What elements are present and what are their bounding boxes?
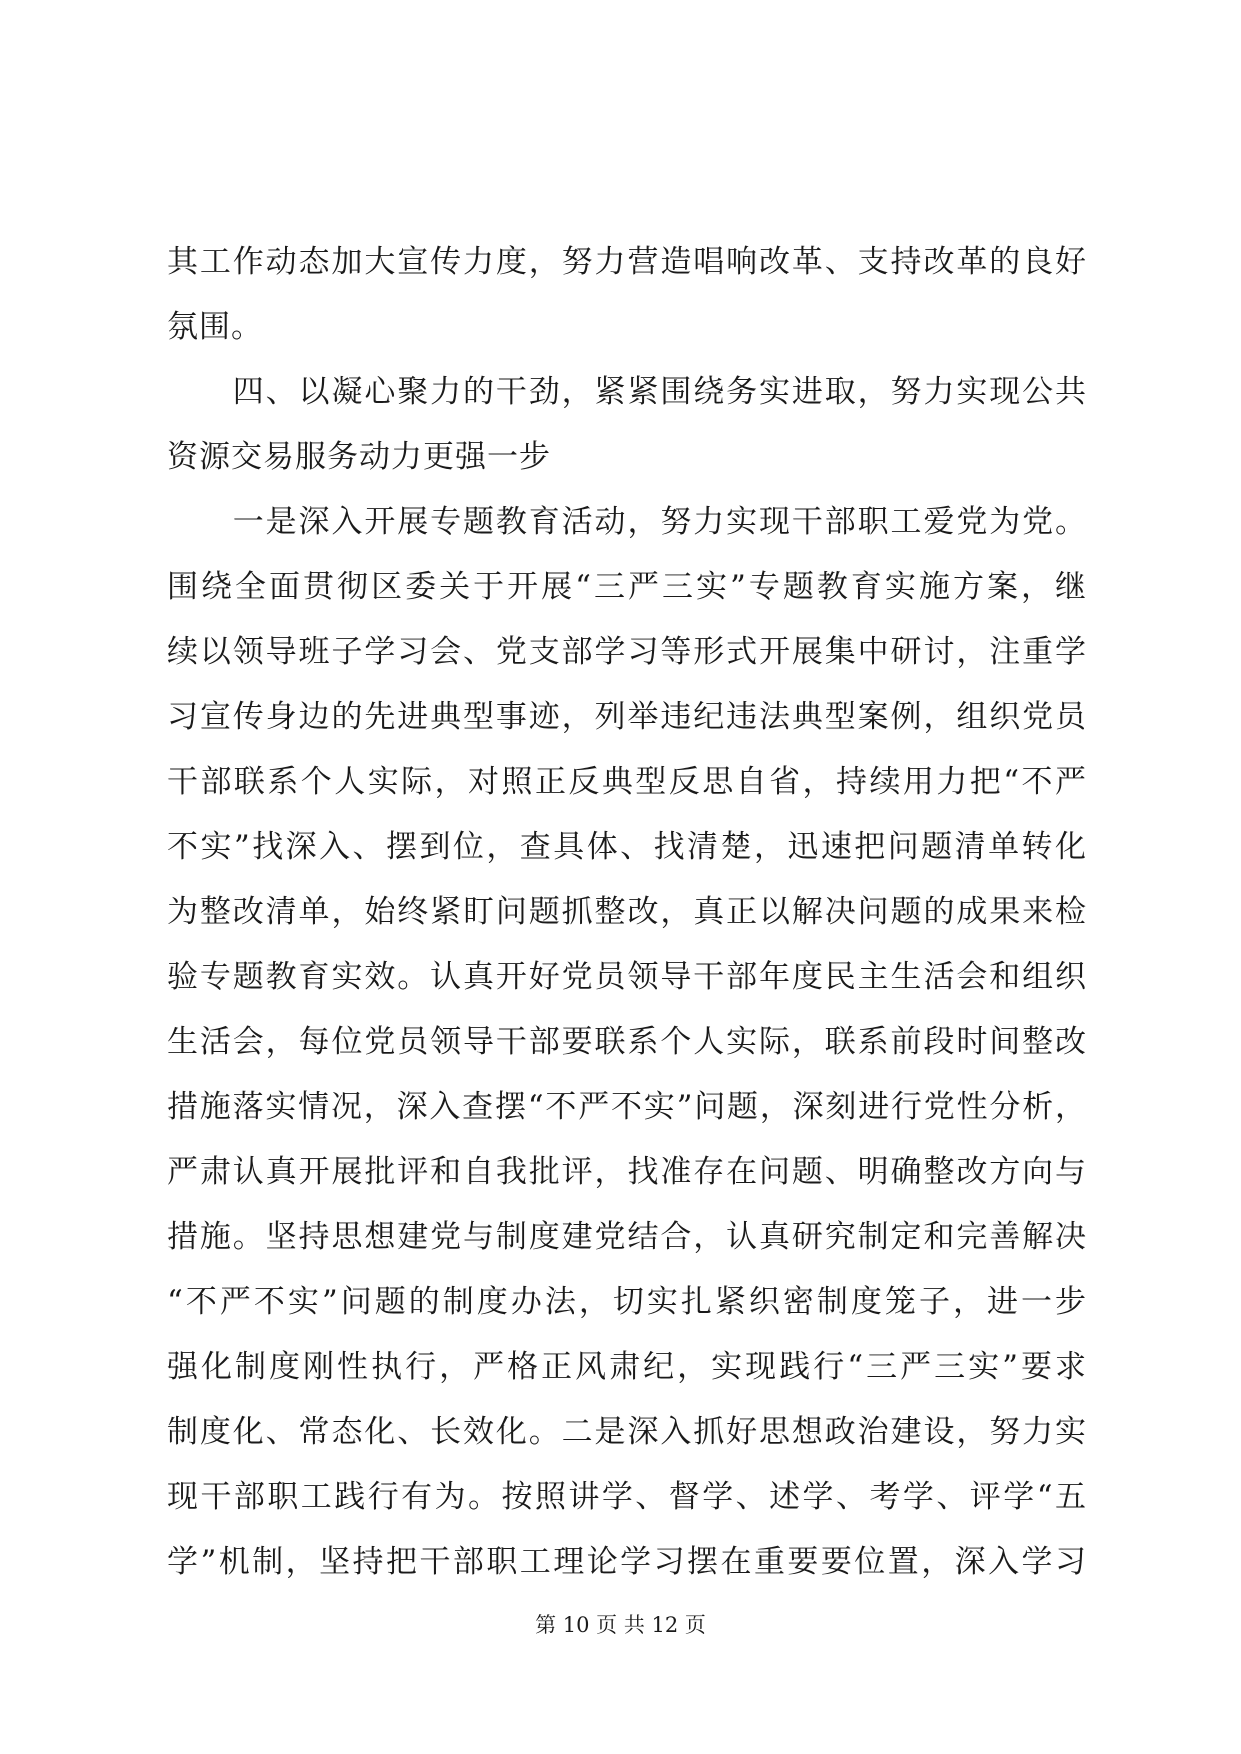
text-line: 验专题教育实效。认真开好党员领导干部年度民主生活会和组织 bbox=[167, 959, 1087, 995]
text-line: 措施落实情况，深入查摆“不严不实”问题，深刻进行党性分析， bbox=[167, 1089, 1087, 1125]
text-line: 强化制度刚性执行，严格正风肃纪，实现践行“三严三实”要求 bbox=[167, 1349, 1087, 1385]
section-heading-line: 四、以凝心聚力的干劲，紧紧围绕务实进取，努力实现公共 bbox=[167, 374, 1087, 410]
text-line: 严肃认真开展批评和自我批评，找准存在问题、明确整改方向与 bbox=[167, 1154, 1087, 1190]
text-line: 围绕全面贯彻区委关于开展“三严三实”专题教育实施方案，继 bbox=[167, 569, 1087, 605]
text-line: 制度化、常态化、长效化。二是深入抓好思想政治建设，努力实 bbox=[167, 1414, 1087, 1450]
text-line: 其工作动态加大宣传力度，努力营造唱响改革、支持改革的良好 bbox=[167, 244, 1087, 280]
body-text bbox=[167, 230, 1087, 1595]
text-line: 为整改清单，始终紧盯问题抓整改，真正以解决问题的成果来检 bbox=[167, 894, 1087, 930]
text-line: 习宣传身边的先进典型事迹，列举违纪违法典型案例，组织党员 bbox=[167, 699, 1087, 735]
page-number-footer: 第 10 页 共 12 页 bbox=[535, 1613, 706, 1637]
text-line: 续以领导班子学习会、党支部学习等形式开展集中研讨，注重学 bbox=[167, 634, 1087, 670]
text-line: 生活会，每位党员领导干部要联系个人实际，联系前段时间整改 bbox=[167, 1024, 1087, 1060]
text-line: 氛围。 bbox=[167, 309, 263, 345]
text-line: 一是深入开展专题教育活动，努力实现干部职工爱党为党。 bbox=[167, 504, 1087, 540]
text-line: 不实”找深入、摆到位，查具体、找清楚，迅速把问题清单转化 bbox=[167, 829, 1087, 865]
text-line: 干部联系个人实际，对照正反典型反思自省，持续用力把“不严 bbox=[167, 764, 1087, 800]
text-line: 现干部职工践行有为。按照讲学、督学、述学、考学、评学“五 bbox=[167, 1479, 1087, 1515]
section-heading-line: 资源交易服务动力更强一步 bbox=[167, 439, 551, 475]
text-line: 措施。坚持思想建党与制度建党结合，认真研究制定和完善解决 bbox=[167, 1219, 1087, 1255]
text-line: “不严不实”问题的制度办法，切实扎紧织密制度笼子，进一步 bbox=[167, 1284, 1087, 1320]
text-line: 学”机制，坚持把干部职工理论学习摆在重要要位置，深入学习 bbox=[167, 1544, 1087, 1580]
